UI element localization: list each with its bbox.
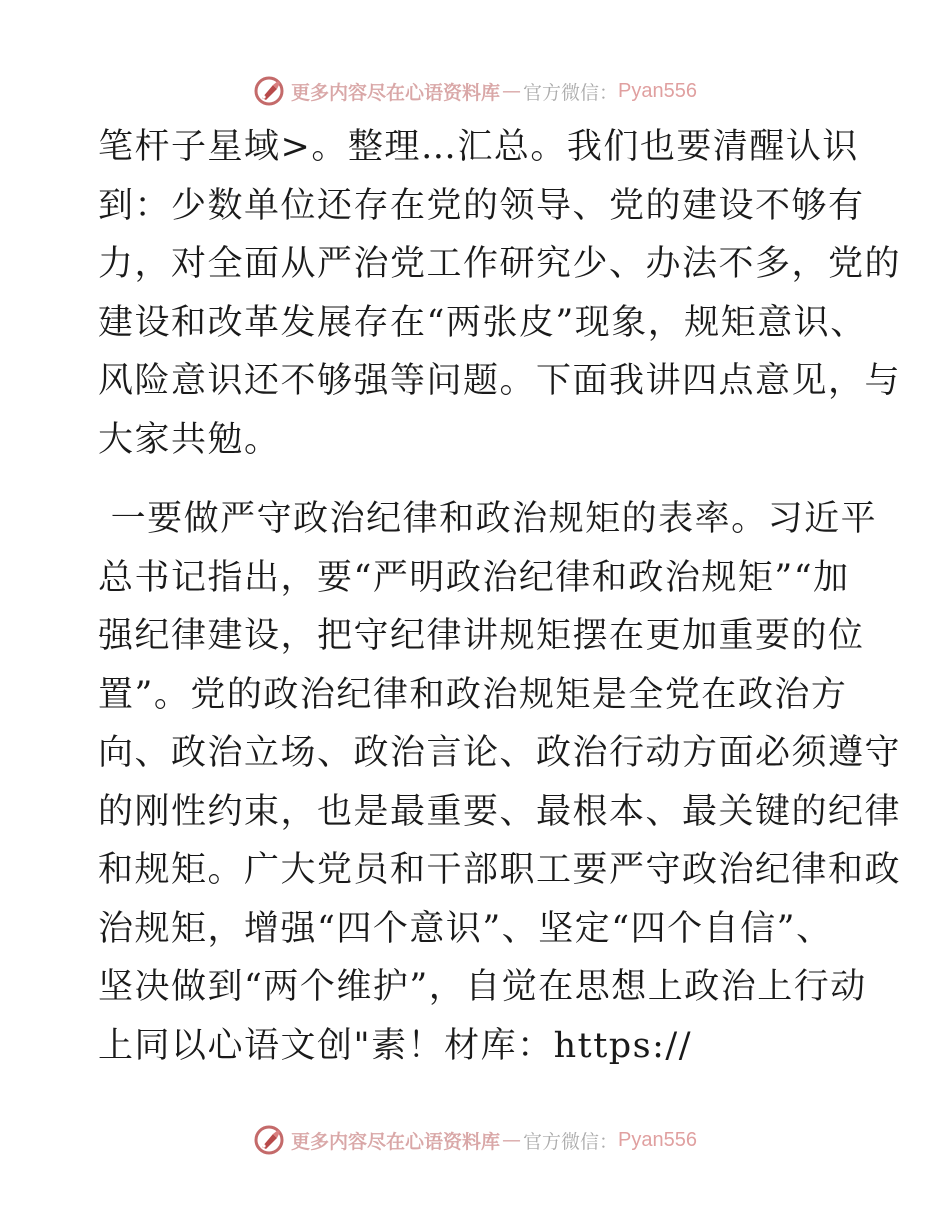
banner-dash: —	[502, 80, 522, 102]
paragraph-1	[98, 118, 902, 469]
text-line: 强纪律建设，把守纪律讲规矩摆在更加重要的位	[98, 616, 865, 656]
footer-banner	[0, 1120, 950, 1160]
banner-wechat-label: 官方微信：	[523, 81, 619, 104]
text-line: 向、政治立场、政治言论、政治行动方面必须遵守	[98, 733, 902, 773]
text-line: 上同以心语文创"素！材库：https://	[98, 1025, 693, 1066]
text-line: 风险意识还不够强等问题。下面我讲四点意见，与	[98, 361, 902, 401]
text-line: 和规矩。广大党员和干部职工要严守政治纪律和政	[98, 850, 902, 890]
banner-main-text: 更多内容尽在心语资料库	[291, 81, 501, 104]
banner-wechat-id: Pyan556	[618, 1128, 697, 1151]
text-line: 建设和改革发展存在“两张皮”现象，规矩意识、	[98, 302, 867, 343]
banner-main-text: 更多内容尽在心语资料库	[291, 1130, 501, 1153]
text-line: 一要做严守政治纪律和政治规矩的表率。习近平	[98, 499, 878, 539]
text-line: 笔杆子星域>。整理…汇总。我们也要清醒认识	[98, 127, 859, 167]
banner-dash: —	[502, 1129, 522, 1151]
pen-nib-circle-icon	[253, 1124, 285, 1156]
text-line: 坚决做到“两个维护”，自觉在思想上政治上行动	[98, 967, 867, 1007]
text-line: 大家共勉。	[98, 419, 281, 460]
text-line: 总书记指出，要“严明政治纪律和政治规矩”“加	[98, 557, 850, 598]
banner-wechat-id: Pyan556	[618, 79, 697, 102]
pen-nib-circle-icon	[253, 75, 285, 107]
text-line: 的刚性约束，也是最重要、最根本、最关键的纪律	[98, 791, 902, 832]
header-banner	[0, 71, 950, 111]
text-line: 置”。党的政治纪律和政治规矩是全党在政治方	[98, 674, 848, 715]
document-body	[98, 118, 902, 1075]
text-line: 到：少数单位还存在党的领导、党的建设不够有	[98, 185, 865, 226]
text-line: 力，对全面从严治党工作研究少、办法不多，党的	[98, 244, 902, 284]
text-line: 治规矩，增强“四个意识”、坚定“四个自信”、	[98, 908, 833, 949]
banner-wechat-label: 官方微信：	[523, 1130, 619, 1153]
paragraph-gap	[98, 469, 858, 490]
paragraph-2	[98, 490, 902, 1075]
